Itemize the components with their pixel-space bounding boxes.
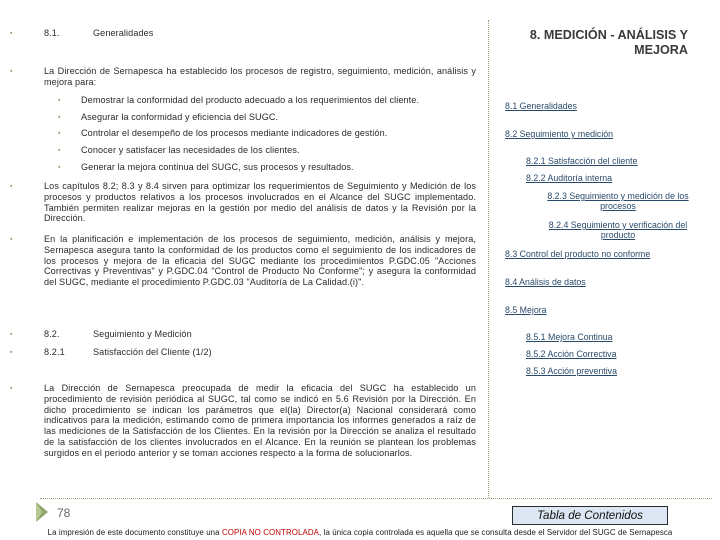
section-title: Seguimiento y Medición <box>93 329 192 339</box>
vertical-divider <box>488 20 489 498</box>
toc-link-line[interactable]: 8.2.3 Seguimiento y medición de los <box>547 191 689 201</box>
bullet-icon: ▪ <box>10 30 13 37</box>
section-number: 8.2. <box>44 329 60 339</box>
section-number: 8.2.1 <box>44 347 65 357</box>
bullet-icon: ▪ <box>10 385 13 392</box>
arrow-icon <box>34 500 50 524</box>
toc-link-8-2[interactable]: 8.2 Seguimiento y medición <box>505 129 614 139</box>
bullet-icon: ▪ <box>10 236 13 243</box>
sub-bullet-icon: ▪ <box>58 97 61 104</box>
page-number: 78 <box>57 506 71 520</box>
section-title: Satisfacción del Cliente (1/2) <box>93 347 212 357</box>
toc-link-8-2-1[interactable]: 8.2.1 Satisfacción del cliente <box>526 156 638 166</box>
table-of-contents-button[interactable]: Tabla de Contenidos <box>512 506 668 525</box>
toc-link-8-2-3[interactable] <box>520 191 716 211</box>
toc-link-8-5-2[interactable]: 8.5.2 Acción Correctiva <box>526 349 617 359</box>
paragraph: Los capítulos 8.2; 8.3 y 8.4 sirven para optimizar los requerimientos de Seguimiento y Medición de los procesos y productos relativos a los procesos involucrados en el Alcance del SUGC implementado. También permiten realizar mejoras en la gestión por medio del análisis de datos y la Revisión por la Dirección. <box>44 181 476 224</box>
toc-link-line[interactable]: 8.2.4 Seguimiento y verificación del <box>548 220 688 230</box>
purpose-item: Generar la mejora continua del SUGC, sus procesos y resultados. <box>81 162 354 172</box>
purpose-item: Asegurar la conformidad y eficiencia del SUGC. <box>81 112 279 122</box>
toc-link-8-3[interactable]: 8.3 Control del producto no conforme <box>505 249 651 259</box>
bullet-icon: ▪ <box>10 68 13 75</box>
section-title: Generalidades <box>93 28 154 38</box>
toc-link-8-2-2[interactable]: 8.2.2 Auditoría interna <box>526 173 613 183</box>
toc-link-8-5[interactable]: 8.5 Mejora <box>505 305 547 315</box>
toc-link-line[interactable]: producto <box>600 230 636 240</box>
footer-disclaimer <box>0 528 720 538</box>
title-line: 8. MEDICIÓN - ANÁLISIS Y <box>529 28 688 42</box>
toc-link-line[interactable]: procesos <box>600 201 636 211</box>
purpose-item: Demostrar la conformidad del producto adecuado a los requerimientos del cliente. <box>81 95 420 105</box>
paragraph: La Dirección de Sernapesca preocupada de medir la eficacia del SUGC ha establecido un procedimiento de revisión periódica al SUGC, tal como se indicó en 5.6 Revisión por la Dirección. En dicho procedimiento se indican los parámetros que el(la) Director(a) Nacional considerará como indicativos para la medición, estimando como de primera importancia los informes generados a raíz de las mediciones de la Satisfacción de los Clientes. En la revisión por la Dirección se analiza el resultado de la satisfacción de los clientes involucrados en el Alcance. En la reunión se plantean los problemas surgidos en el periodo anterior y se toman acciones respecto a la forma de solucionarlos. <box>44 383 476 458</box>
sub-bullet-icon: ▪ <box>58 147 61 154</box>
page-title <box>500 28 688 58</box>
paragraph: En la planificación e implementación de los procesos de seguimiento, medición, análisis y mejora, Sernapesca asegura tanto la conformidad de los productos como el seguimiento de los indicadores de los procesos y mejora de la eficacia del SUGC mediante los procedimientos P.GDC.05 "Acciones Correctivas y Preventivas" y P.GDC.04 "Control de Producto No Conforme"; y asegura la conformidad del SUGC, mediante el procedimiento P.GDC.03 "Auditoría de La Calidad.(i)". <box>44 234 476 288</box>
uncontrolled-copy-label: COPIA NO CONTROLADA <box>221 528 319 537</box>
horizontal-divider <box>40 498 712 499</box>
toc-link-8-5-3[interactable]: 8.5.3 Acción preventiva <box>526 366 617 376</box>
title-line: MEJORA <box>634 43 688 57</box>
bullet-icon: ▪ <box>10 349 13 356</box>
bullet-icon: ▪ <box>10 183 13 190</box>
bullet-icon: ▪ <box>10 331 13 338</box>
footer-text: La impresión de este documento constituye una <box>47 528 222 537</box>
sub-bullet-icon: ▪ <box>58 164 61 171</box>
toc-link-8-1[interactable]: 8.1 Generalidades <box>505 101 577 111</box>
purpose-item: Controlar el desempeño de los procesos mediante indicadores de gestión. <box>81 128 388 138</box>
purpose-item: Conocer y satisfacer las necesidades de los clientes. <box>81 145 300 155</box>
toc-link-8-4[interactable]: 8.4 Análisis de datos <box>505 277 586 287</box>
toc-link-8-2-4[interactable] <box>520 220 716 240</box>
footer-text: , la única copia controlada es aquella que se consulta desde el Servidor del SUGC de Sernapesca <box>319 528 673 537</box>
intro-text: La Dirección de Sernapesca ha establecido los procesos de registro, seguimiento, medición, análisis y mejora para: <box>44 66 476 87</box>
toc-link-8-5-1[interactable]: 8.5.1 Mejora Continua <box>526 332 613 342</box>
sub-bullet-icon: ▪ <box>58 114 61 121</box>
section-number: 8.1. <box>44 28 60 38</box>
sub-bullet-icon: ▪ <box>58 130 61 137</box>
